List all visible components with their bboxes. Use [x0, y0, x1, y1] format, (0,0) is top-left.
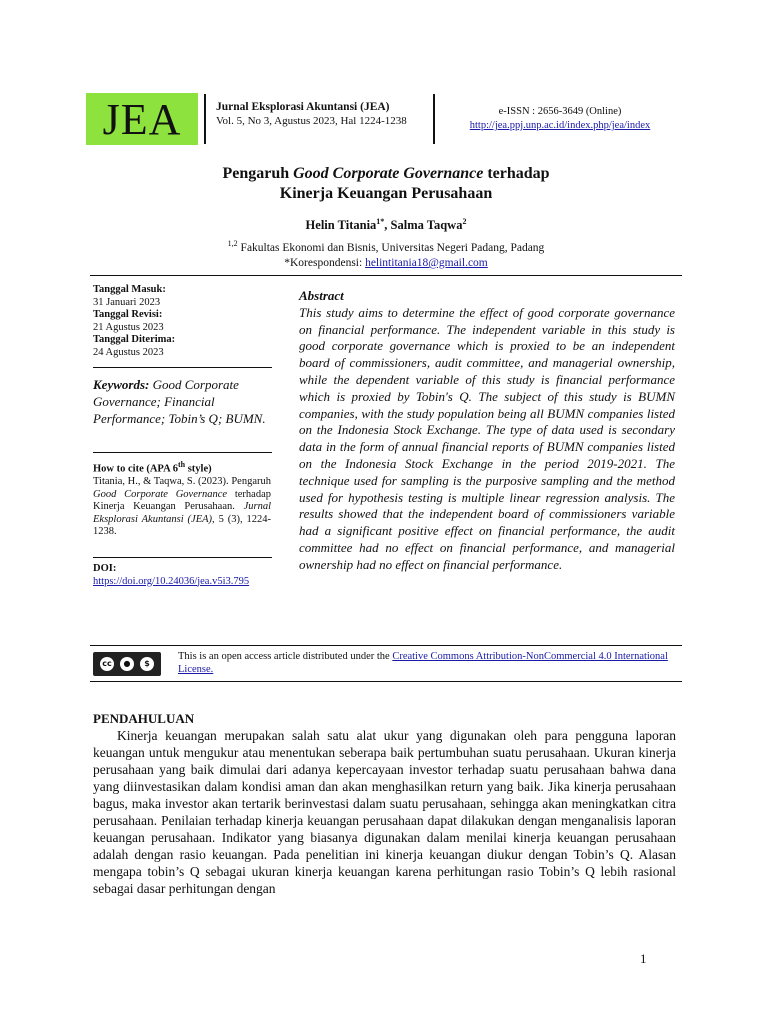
journal-info — [216, 100, 407, 128]
title-italic: Good Corporate Governance — [293, 165, 484, 182]
cc-license-badge[interactable] — [93, 652, 161, 676]
issn-block — [440, 105, 680, 133]
cite-divider — [93, 557, 272, 558]
accepted-label: Tanggal Diterima: — [93, 334, 176, 345]
abstract-text: This study aims to determine the effect of good corporate governance on financial performance. The independent variable in this study is good corporate governance which is proxied to be an independent board of commissioners, audit committee, and managerial ownership, while the dependent variable of this study is financial performance which is proxied by Tobin's Q. The subject of this study is BUMN companies, with the study population being all BUMN companies listed on the Indonesia Stock Exchange. The type of data used is secondary data in the form of annual financial reports of BUMN companies listed on the Indonesia Stock Exchange in the period 2019-2021. The technique used for sampling is the purposive sampling and the method used for hypothesis testing is multiple linear regression analysis. The results showed that the independent board of commissioners variable had a significant positive effect on financial performance, the audit committee had no effect on financial performance, and managerial ownership had no effect on financial performance. — [299, 304, 675, 572]
accepted-date: 24 Agustus 2023 — [93, 346, 164, 358]
nc-icon: $ — [140, 657, 154, 671]
correspondence-label: *Korespondensi: — [284, 256, 366, 269]
cite-text: Titania, H., & Taqwa, S. (2023). Pengaruh Good Corporate Governance terhadap Kinerja Keuangan Perusahaan. Jurnal Eksplorasi Akuntansi (JEA), 5 (3), 1224-1238. — [93, 476, 271, 537]
revised-label: Tanggal Revisi: — [93, 309, 163, 320]
doi-block — [93, 563, 271, 588]
email-link[interactable]: helintitania18@gmail.com — [365, 256, 488, 269]
header-divider-right — [433, 94, 435, 144]
author-2: Salma Taqwa — [390, 218, 463, 233]
keywords-block — [93, 376, 271, 427]
affiliation-sup: 1,2 — [227, 239, 238, 248]
license-divider-top — [90, 645, 682, 646]
author-2-sup: 2 — [462, 217, 467, 226]
author-list — [90, 217, 682, 233]
license-divider-bottom — [90, 681, 682, 682]
cc-icon: cc — [100, 657, 114, 671]
volume-info: Vol. 5, No 3, Agustus 2023, Hal 1224-1238 — [216, 115, 407, 127]
article-dates — [93, 284, 271, 359]
intro-paragraph: Kinerja keuangan merupakan salah satu alat ukur yang digunakan oleh para pengguna laporan keuangan untuk mengukur atau menentukan seberapa baik pertumbuhan suatu perusahaan. Ukuran kinerja perusahaan yang baik dimulai dari adanya kepercayaan investor terhadap suatu perusahaan bahwa dana yang diinvestasikan dalam kondisi aman dan akan menghasilkan return yang baik. Jika kinerja perusahaan bagus, maka investor akan tertarik berinvestasi dalam suatu perusahaan, sehingga akan meningkatkan citra perusahaan. Penilaian terhadap kinerja keuangan perusahaan dapat dilakukan dengan menganalisis laporan keuangan perusahaan. Indikator yang biasanya digunakan dalam menilai kinerja keuangan perusahaan adalah dengan rasio keuangan. Pada penelitian ini kinerja keuangan diukur dengan Tobin’s Q. Alasan mengapa tobin’s Q sebagai ukuran kinerja keuangan karena perhitungan rasio Tobin’s Q lebih rasional sebagai dasar perhitungan dengan — [93, 728, 676, 896]
section-heading: PENDAHULUAN — [93, 711, 195, 726]
title-prefix: Pengaruh — [222, 165, 294, 182]
header-divider-left — [204, 94, 206, 144]
author-separator: , — [384, 218, 391, 233]
cite-label: How to cite (APA 6th style) — [93, 460, 212, 475]
keywords-divider — [93, 452, 272, 453]
abstract-block — [299, 288, 675, 574]
license-link[interactable]: Creative Commons Attribution-NonCommercial 4.0 International License. — [178, 651, 668, 675]
license-text — [178, 650, 678, 676]
received-date: 31 Januari 2023 — [93, 296, 161, 308]
by-icon: ● — [120, 657, 134, 671]
abstract-label: Abstract — [299, 288, 344, 303]
doi-link[interactable]: https://doi.org/10.24036/jea.v5i3.795 — [93, 575, 250, 587]
doi-label: DOI: — [93, 563, 117, 574]
affiliation-block — [90, 236, 682, 271]
dates-divider — [93, 367, 272, 368]
citation-block — [93, 459, 271, 539]
article-title — [90, 164, 682, 204]
keywords-text: Good Corporate Governance; Financial Performance; Tobin’s Q; BUMN. — [93, 377, 266, 426]
eissn: e-ISSN : 2656-3649 (Online) — [498, 106, 622, 117]
journal-logo: JEA — [86, 93, 198, 145]
received-label: Tanggal Masuk: — [93, 284, 166, 295]
title-divider — [90, 275, 682, 276]
title-line2: Kinerja Keuangan Perusahaan — [279, 185, 493, 202]
author-1: Helin Titania — [305, 218, 377, 233]
journal-url-link[interactable]: http://jea.ppj.unp.ac.id/index.php/jea/index — [469, 120, 651, 131]
keywords-label: Keywords: — [93, 377, 150, 392]
journal-name: Jurnal Eksplorasi Akuntansi (JEA) — [216, 101, 390, 113]
page-number: 1 — [640, 951, 647, 966]
affiliation: Fakultas Ekonomi dan Bisnis, Universitas Negeri Padang, Padang — [237, 241, 545, 254]
title-suffix: terhadap — [483, 165, 550, 182]
revised-date: 21 Agustus 2023 — [93, 321, 164, 333]
license-statement: This is an open access article distributed under the — [178, 651, 393, 662]
author-1-sup: 1* — [376, 217, 385, 226]
